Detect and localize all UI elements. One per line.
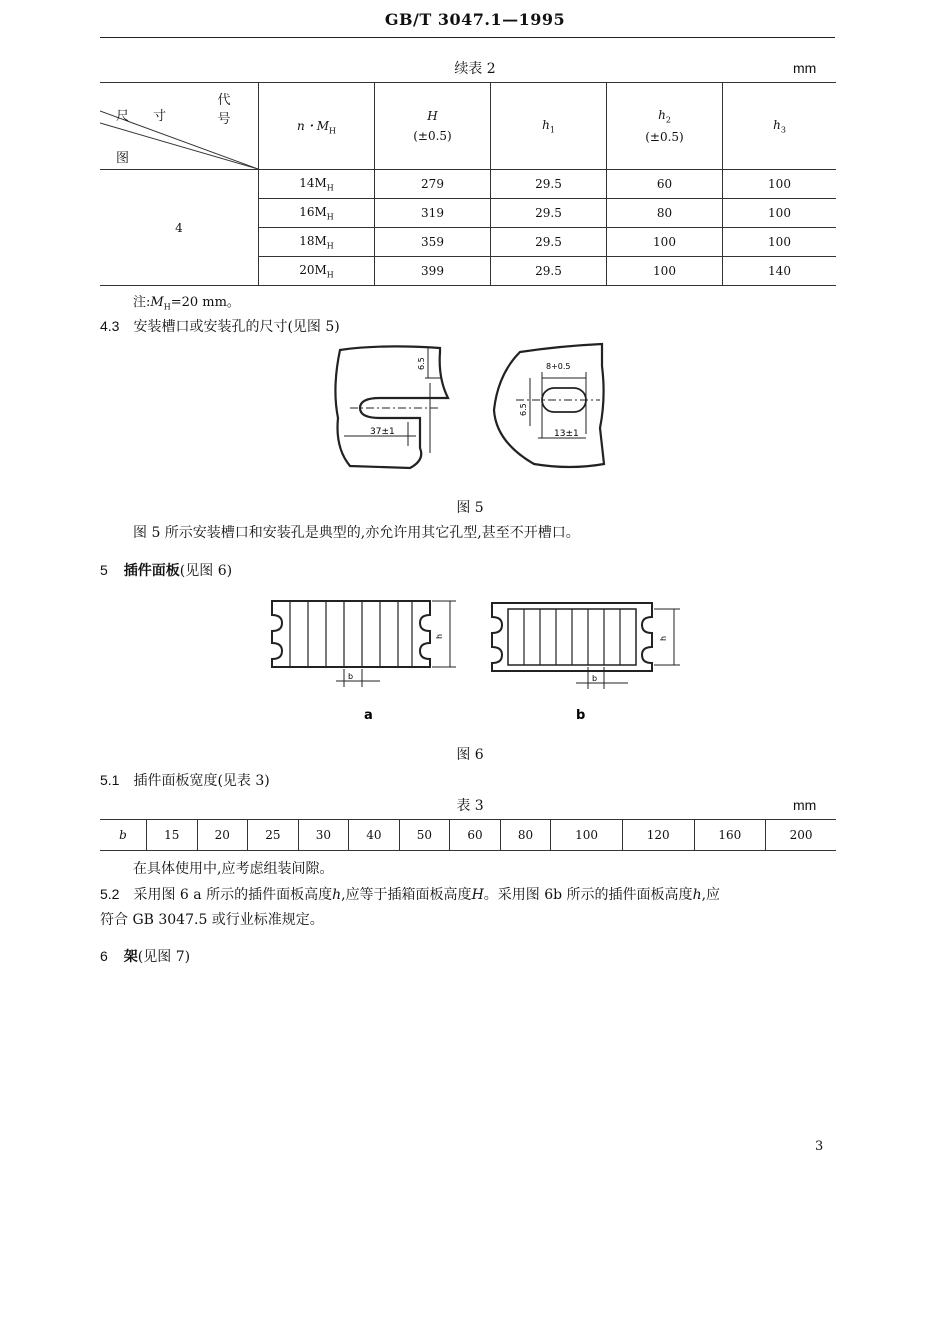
- figure-5: [320, 338, 620, 478]
- fig6a-dim-b: b: [348, 672, 354, 681]
- figure-6: [260, 595, 690, 725]
- header-h1: $h_1$: [491, 83, 607, 170]
- table2-corner-cell: [100, 83, 259, 170]
- fig5-dim-right-top: 8+0.5: [546, 362, 571, 371]
- cell-h2: 80: [607, 199, 723, 228]
- table3-cell: 60: [450, 820, 501, 851]
- table3-cell: 50: [399, 820, 450, 851]
- table3-cell: 20: [197, 820, 248, 851]
- fig6-label-a: a: [364, 708, 373, 723]
- header-rule: [100, 37, 835, 38]
- fig5-dim-right-v: 6.5: [519, 403, 528, 416]
- fig5-caption: 图 5: [456, 500, 484, 516]
- fig5-description: 图 5 所示安装槽口和安装孔是典型的,亦允许用其它孔型,甚至不开槽口。: [133, 525, 580, 541]
- cell-h1: 29.5: [491, 228, 607, 257]
- fig5-dim-left-v: 6.5: [417, 357, 426, 370]
- table3-caption: 表 3: [456, 798, 484, 814]
- section-6: 6 架(见图 7): [100, 948, 191, 965]
- table3-cell: 200: [766, 820, 836, 851]
- page-number: 3: [815, 1139, 824, 1154]
- fig5-dim-right-h: 13±1: [554, 429, 579, 439]
- cell-n: $18M_H$: [259, 228, 375, 257]
- table3-note: 在具体使用中,应考虑组装间隙。: [133, 861, 334, 877]
- table3-cell: 25: [248, 820, 299, 851]
- fig6-caption: 图 6: [456, 747, 484, 763]
- table3-cell: 15: [147, 820, 198, 851]
- cell-n: $14M_H$: [259, 170, 375, 199]
- fig6b-dim-h: h: [659, 635, 668, 641]
- section-5-2-line1: 5.2 采用图 6 a 所示的插件面板高度h,应等于插箱面板高度H。采用图 6b 所示的插件面板高度h,应: [100, 886, 721, 903]
- document-header: GB/T 3047.1—1995: [384, 10, 566, 29]
- table2-unit: mm: [793, 60, 817, 76]
- fig5-dim-left-h: 37±1: [370, 427, 395, 437]
- section-5: 5 插件面板(见图 6): [100, 562, 233, 579]
- corner-label-fig: 图: [116, 151, 130, 166]
- cell-H: 399: [375, 257, 491, 286]
- cell-h2: 60: [607, 170, 723, 199]
- cell-h1: 29.5: [491, 170, 607, 199]
- cell-H: 319: [375, 199, 491, 228]
- table3-unit: mm: [793, 797, 817, 813]
- cell-h3: 100: [723, 228, 837, 257]
- section-5-2-line2: 符合 GB 3047.5 或行业标准规定。: [100, 912, 324, 928]
- table-row: [100, 170, 836, 199]
- header-H: H (±0.5): [375, 83, 491, 170]
- table2-note: 注$:M_H=20$ mm。: [133, 295, 240, 312]
- table3-cell: 120: [622, 820, 694, 851]
- fig6-panel-b: [492, 603, 680, 723]
- header-h2: $h_2$ (±0.5): [607, 83, 723, 170]
- cell-h3: 100: [723, 170, 837, 199]
- section-5-1: 5.1 插件面板宽度(见表 3): [100, 772, 270, 789]
- cell-h3: 100: [723, 199, 837, 228]
- corner-label-code: 代 号: [217, 93, 241, 127]
- fig-cell: 4: [100, 170, 259, 286]
- cell-h2: 100: [607, 228, 723, 257]
- table3-cell: 30: [298, 820, 349, 851]
- cell-h1: 29.5: [491, 257, 607, 286]
- cell-h2: 100: [607, 257, 723, 286]
- table2-caption: 续表 2: [454, 61, 496, 77]
- table3: [100, 819, 836, 851]
- cell-H: 279: [375, 170, 491, 199]
- table2: [100, 82, 836, 286]
- section-4-3: 4.3 安装槽口或安装孔的尺寸(见图 5): [100, 318, 340, 335]
- table3-head: b: [100, 820, 147, 851]
- header-h3: $h_3$: [723, 83, 837, 170]
- fig6b-dim-b: b: [592, 674, 598, 683]
- fig6a-dim-h: h: [435, 633, 444, 639]
- cell-h1: 29.5: [491, 199, 607, 228]
- fig6-label-b: b: [576, 708, 586, 723]
- table3-cell: 160: [694, 820, 766, 851]
- cell-n: $16M_H$: [259, 199, 375, 228]
- cell-h3: 140: [723, 257, 837, 286]
- table3-cell: 80: [500, 820, 551, 851]
- table3-cell: 40: [349, 820, 400, 851]
- fig6-panel-a: [272, 601, 456, 723]
- corner-label-size: 尺 寸: [116, 109, 177, 124]
- cell-n: $20M_H$: [259, 257, 375, 286]
- header-n-mh: n・$M_H$: [259, 83, 375, 170]
- table3-cell: 100: [551, 820, 623, 851]
- cell-H: 359: [375, 228, 491, 257]
- table-row: [100, 820, 836, 851]
